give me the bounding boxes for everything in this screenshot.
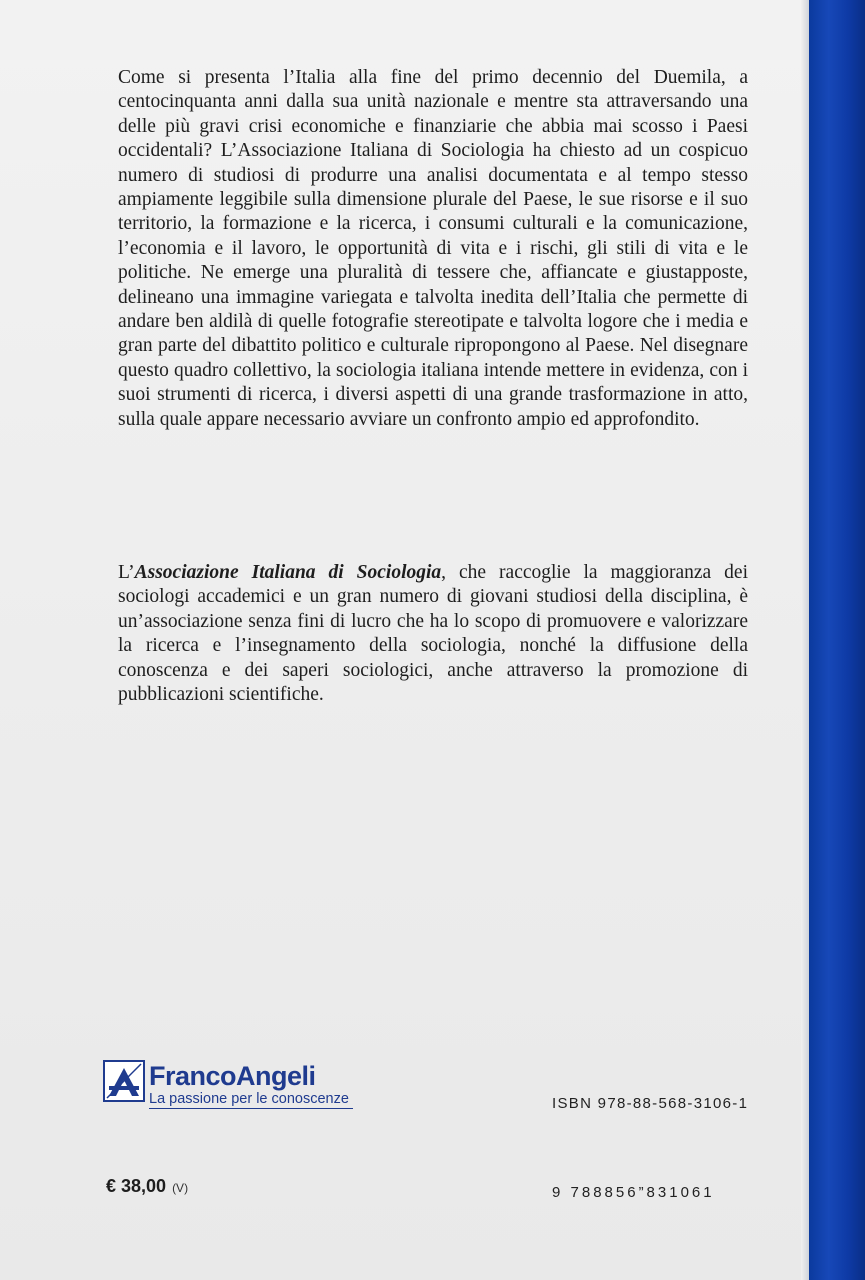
price-label (106, 1176, 188, 1197)
description-paragraph: Come si presenta l’Italia alla fine del primo decennio del Duemila, a centocinquanta anni dalla sua unità nazionale e mentre sta attraversando una delle più gravi crisi economiche e finanziarie che abbia mai scosso i Paesi occidentali? L’Associazione Italiana di Sociologia ha chiesto ad un cospicuo numero di studiosi di produrre una analisi documentata e al tempo stesso ampiamente leggibile sulla dimensione plurale del Paese, le sue risorse e il suo territorio, la formazione e la ricerca, i consumi culturali e la comunicazione, l’economia e il lavoro, le opportunità di vita e i rischi, gli stili di vita e le politiche. Ne emerge una pluralità di tessere che, affiancate e giustapposte, delineano una immagine variegata e talvolta inedita dell’Italia che permette di andare ben aldilà di quelle fotografie stereotipate e talvolta logore che i media e gran parte del dibattito politico e culturale ripropongono al Paese. Nel disegnare questo quadro collettivo, la sociologia italiana intende mettere in evidenza, con i suoi strumenti di ricerca, i diversi aspetti di una grande trasformazione in atto, sulla quale appare necessario avviare un confronto ampio ed approfondito. (118, 67, 748, 430)
barcode-number: 9 788856”831061 (552, 1184, 715, 1201)
publisher-name: FrancoAngeli (149, 1061, 316, 1091)
cover-edge (801, 0, 809, 1280)
book-spine (809, 0, 865, 1280)
association-name: Associazione Italiana di Sociologia (134, 562, 442, 583)
association-paragraph-rest: , che raccoglie la maggioranza dei sociologi accademici e un gran numero di giovani studiosi della disciplina, è un’associazione senza fini di lucro che ha lo scopo di promuovere e valorizzare la ricerca e l’insegnamento della sociologia, nonché la diffusione della conoscenza e dei saperi sociologici, anche attraverso la promozione di pubblicazioni scientifiche. (118, 562, 749, 706)
publisher-logo (103, 1060, 349, 1110)
isbn-label: ISBN 978-88-568-3106-1 (552, 1095, 749, 1112)
price-suffix: (V) (172, 1181, 189, 1195)
publisher-tagline: La passione per le conoscenze (149, 1090, 353, 1109)
association-paragraph (118, 561, 748, 707)
price-amount: € 38,00 (106, 1176, 167, 1196)
association-paragraph-prefix: L’ (118, 562, 135, 583)
francoangeli-a-logo-icon (103, 1060, 145, 1102)
